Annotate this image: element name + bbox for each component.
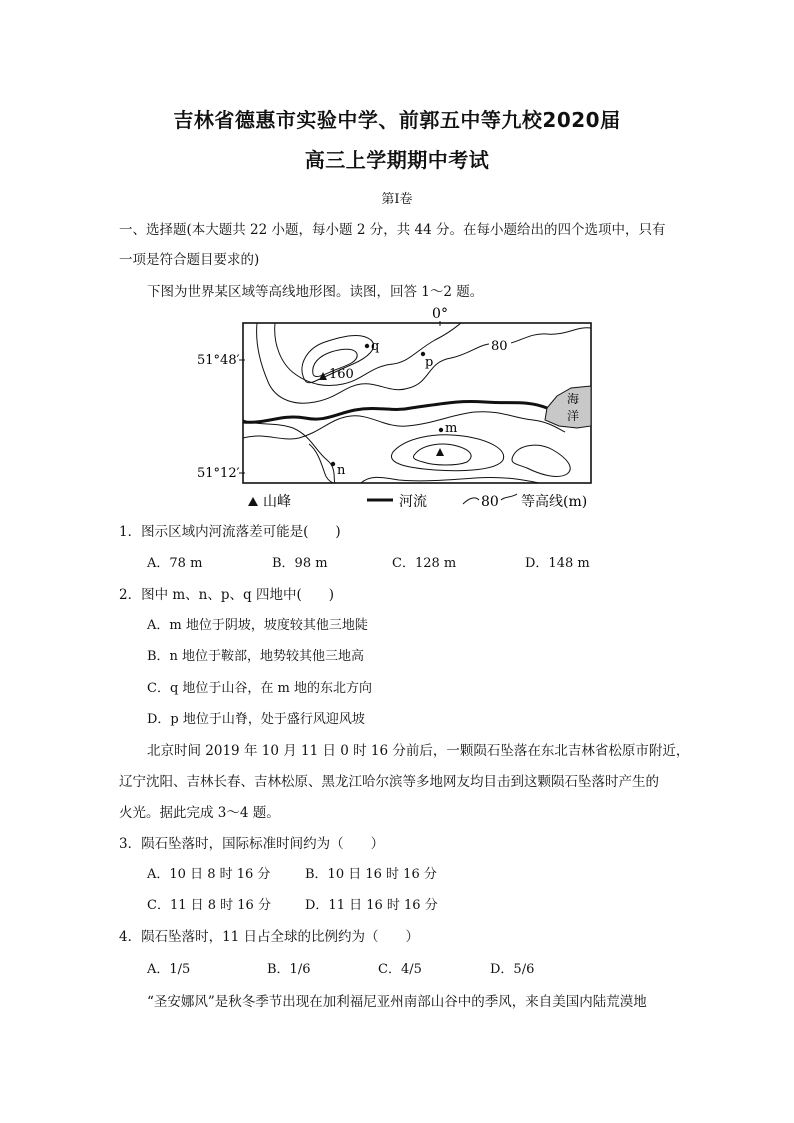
q2-option-d: D．p 地位于山脊，处于盛行风迎风坡 bbox=[147, 712, 365, 727]
q4-option-c: C．4/5 bbox=[378, 962, 422, 977]
volume-label: 第Ⅰ卷 bbox=[381, 192, 413, 207]
q2-option-b: B．n 地位于鞍部，地势较其他三地高 bbox=[147, 649, 365, 664]
river bbox=[243, 401, 547, 422]
sea-label-1: 海 bbox=[566, 392, 580, 406]
q4-option-b: B．1/6 bbox=[267, 962, 311, 977]
legend-peak-icon bbox=[248, 497, 258, 506]
q2-stem: 2．图中 m、n、p、q 四地中( ) bbox=[119, 587, 334, 603]
santa-ana-intro: “圣安娜风”是秋冬季节出现在加利福尼亚州南部山谷中的季风，来自美国内陆荒漠地 bbox=[147, 994, 647, 1010]
meteorite-intro-line-3: 火光。据此完成 3～4 题。 bbox=[119, 805, 280, 821]
q1-stem: 1．图示区域内河流落差可能是( ) bbox=[119, 524, 341, 540]
point-n-label: n bbox=[337, 463, 346, 478]
longitude-label: 0° bbox=[432, 306, 448, 322]
contour-lines bbox=[243, 323, 591, 483]
map-intro: 下图为世界某区域等高线地形图。读图，回答 1～2 题。 bbox=[147, 284, 484, 300]
legend-peak-label: 山峰 bbox=[263, 494, 291, 510]
point-p-label: p bbox=[425, 355, 434, 370]
section-heading-line-2: 一项是符合题目要求的) bbox=[119, 252, 260, 268]
meteorite-intro-line-1: 北京时间 2019 年 10 月 11 日 0 时 16 分前后，一颗陨石坠落在东北吉林省松原市附近， bbox=[147, 743, 690, 759]
q2-option-a: A．m 地位于阴坡，坡度较其他三地陡 bbox=[147, 618, 368, 633]
peak-160-label: 160 bbox=[329, 367, 354, 382]
point-m-label: m bbox=[445, 421, 458, 436]
legend-contour-value: 80 bbox=[481, 494, 499, 510]
q3-option-c: C．11 日 8 时 16 分 bbox=[147, 898, 271, 913]
legend-contour-icon-right bbox=[501, 494, 517, 500]
contour-80-label: 80 bbox=[491, 339, 508, 354]
section-heading-line-1: 一、选择题(本大题共 22 小题，每小题 2 分，共 44 分。在每小题给出的四个选项中，只有 bbox=[119, 222, 666, 238]
point-q-marker bbox=[365, 344, 369, 348]
q1-option-c: C．128 m bbox=[392, 556, 457, 571]
legend-contour-icon-left bbox=[463, 498, 479, 504]
q1-option-b: B．98 m bbox=[272, 556, 328, 571]
q4-stem: 4．陨石坠落时，11 日占全球的比例约为（ ） bbox=[119, 929, 420, 945]
southern-peak-icon bbox=[436, 448, 444, 456]
q1-option-d: D．148 m bbox=[525, 556, 590, 571]
latitude-top-label: 51°48′ bbox=[197, 353, 240, 368]
q1-option-a: A．78 m bbox=[147, 556, 203, 571]
q4-option-d: D．5/6 bbox=[490, 962, 535, 977]
title-line-1: 吉林省德惠市实验中学、前郭五中等九校2020届 bbox=[173, 108, 621, 132]
q3-option-d: D．11 日 16 时 16 分 bbox=[305, 898, 438, 913]
point-m-marker bbox=[439, 428, 443, 432]
q3-option-a: A．10 日 8 时 16 分 bbox=[147, 867, 271, 882]
meteorite-intro-line-2: 辽宁沈阳、吉林长春、吉林松原、黑龙江哈尔滨等多地网友均目击到这颗陨石坠落时产生的 bbox=[119, 774, 659, 790]
latitude-bottom-label: 51°12′ bbox=[197, 466, 240, 481]
q3-option-b: B．10 日 16 时 16 分 bbox=[305, 867, 437, 882]
title-line-2: 高三上学期期中考试 bbox=[304, 148, 490, 172]
sea-label-2: 洋 bbox=[566, 409, 580, 423]
q4-option-a: A．1/5 bbox=[147, 962, 191, 977]
legend-river-label: 河流 bbox=[399, 494, 427, 510]
q2-option-c: C．q 地位于山谷，在 m 地的东北方向 bbox=[147, 681, 372, 696]
q3-stem: 3．陨石坠落时，国际标准时间约为（ ） bbox=[119, 836, 385, 852]
contour-map bbox=[195, 304, 595, 512]
legend-contour-label: 等高线(m) bbox=[521, 494, 588, 510]
point-n-marker bbox=[331, 462, 335, 466]
point-q-label: q bbox=[371, 339, 380, 354]
